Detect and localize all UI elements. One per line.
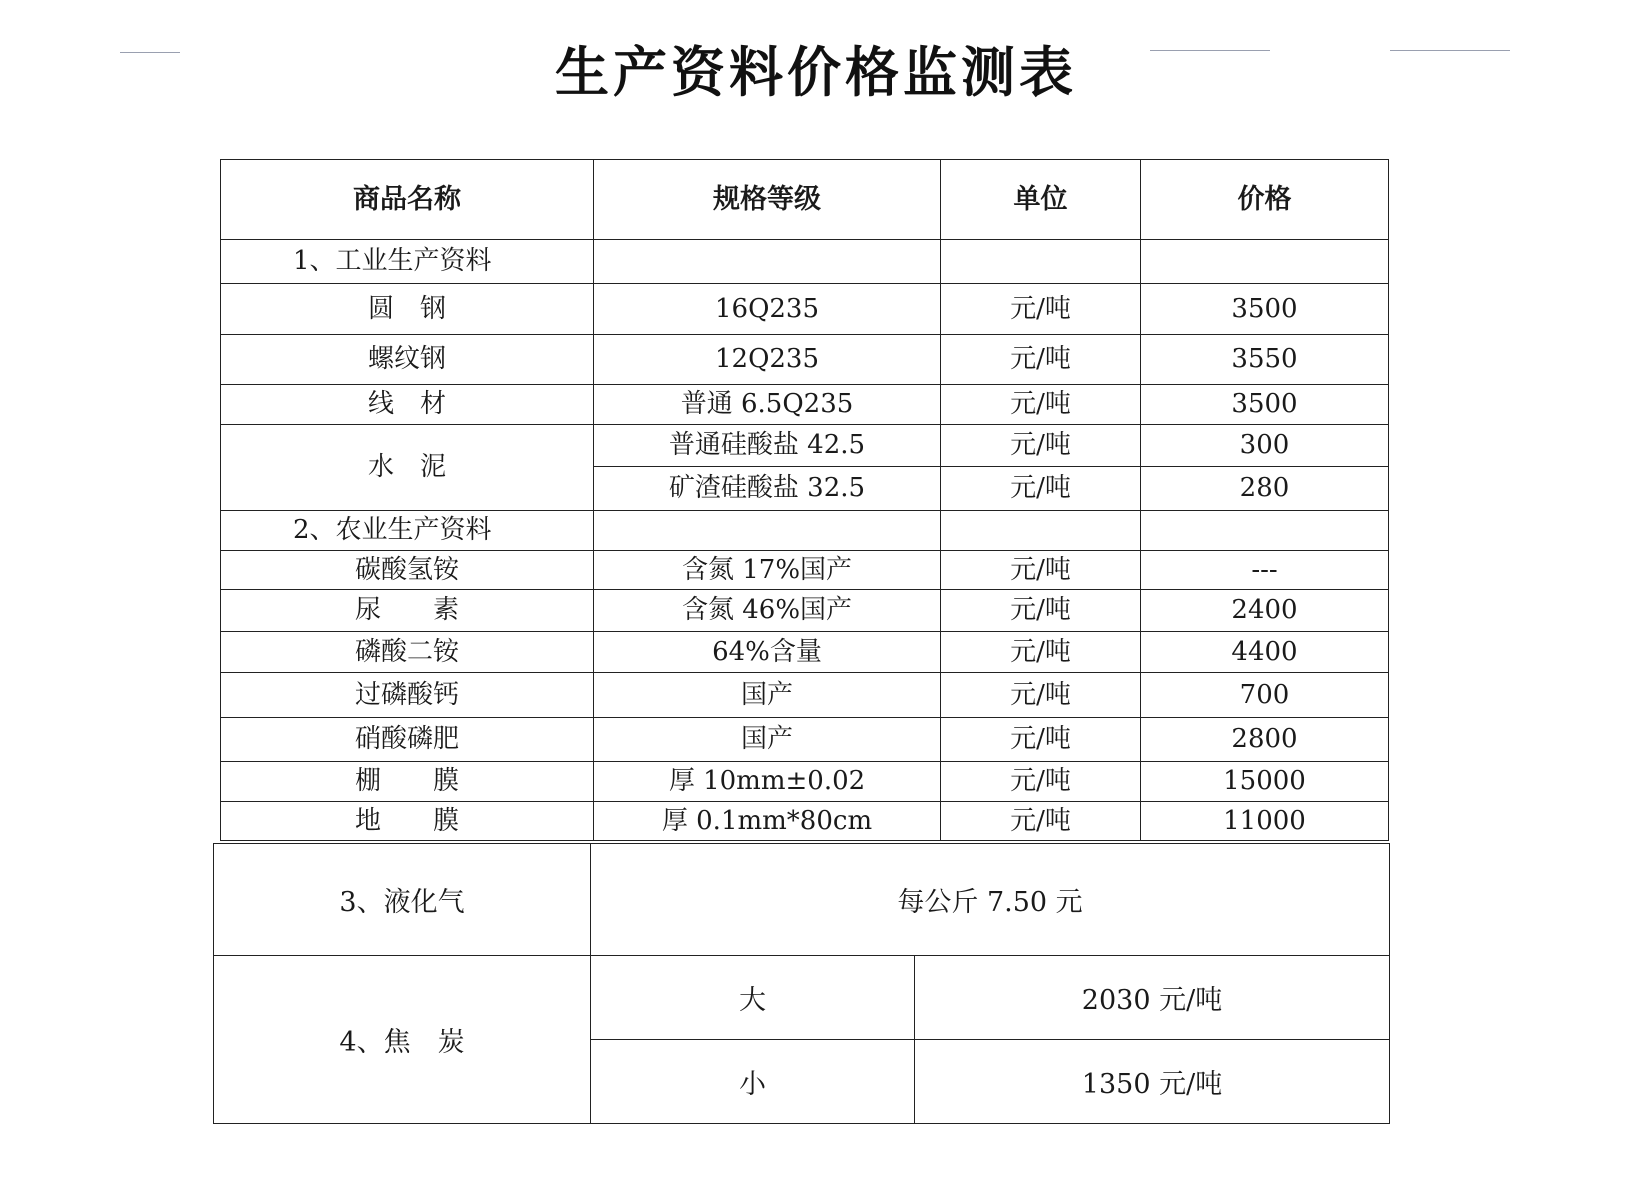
item-name: 硝酸磷肥 [221, 718, 594, 762]
item-price: 3500 [1141, 385, 1389, 425]
table-row [221, 335, 1389, 385]
item-spec: 16Q235 [594, 284, 941, 335]
item-name: 螺纹钢 [221, 335, 594, 385]
item-name: 棚 膜 [221, 762, 594, 802]
item-price: 3550 [1141, 335, 1389, 385]
item-unit: 元/吨 [941, 718, 1141, 762]
item-name: 过磷酸钙 [221, 673, 594, 718]
lpg-label: 3、液化气 [214, 844, 591, 956]
item-spec: 普通硅酸盐 42.5 [594, 425, 941, 467]
item-name-cement: 水 泥 [221, 425, 594, 511]
table-row [221, 718, 1389, 762]
table-row [221, 673, 1389, 718]
item-price: 280 [1141, 467, 1389, 511]
header-spec: 规格等级 [594, 160, 941, 240]
table-row [221, 425, 1389, 467]
header-name: 商品名称 [221, 160, 594, 240]
section-label-agricultural: 2、农业生产资料 [221, 511, 594, 551]
empty-cell [1141, 511, 1389, 551]
section-row-industrial [221, 240, 1389, 284]
item-spec: 厚 10mm±0.02 [594, 762, 941, 802]
empty-cell [594, 240, 941, 284]
item-unit: 元/吨 [941, 467, 1141, 511]
item-spec: 普通 6.5Q235 [594, 385, 941, 425]
table-row [221, 590, 1389, 632]
section-row-agricultural [221, 511, 1389, 551]
item-unit: 元/吨 [941, 385, 1141, 425]
table-row [221, 802, 1389, 841]
item-unit: 元/吨 [941, 551, 1141, 590]
item-price: 15000 [1141, 762, 1389, 802]
table-row [221, 385, 1389, 425]
item-spec: 含氮 46%国产 [594, 590, 941, 632]
item-unit: 元/吨 [941, 762, 1141, 802]
item-price: 3500 [1141, 284, 1389, 335]
header-price: 价格 [1141, 160, 1389, 240]
price-table [220, 159, 1389, 841]
item-spec: 国产 [594, 673, 941, 718]
item-spec: 含氮 17%国产 [594, 551, 941, 590]
item-name: 线 材 [221, 385, 594, 425]
item-spec: 矿渣硅酸盐 32.5 [594, 467, 941, 511]
item-spec: 12Q235 [594, 335, 941, 385]
item-name: 磷酸二铵 [221, 632, 594, 673]
table-row [221, 632, 1389, 673]
item-price: 11000 [1141, 802, 1389, 841]
section-label-industrial: 1、工业生产资料 [221, 240, 594, 284]
item-name: 碳酸氢铵 [221, 551, 594, 590]
empty-cell [941, 240, 1141, 284]
item-unit: 元/吨 [941, 590, 1141, 632]
item-price: 2400 [1141, 590, 1389, 632]
item-price: 300 [1141, 425, 1389, 467]
item-unit: 元/吨 [941, 335, 1141, 385]
page-title: 生产资料价格监测表 [555, 41, 1077, 104]
item-price: 700 [1141, 673, 1389, 718]
item-unit: 元/吨 [941, 632, 1141, 673]
table-header-row [221, 160, 1389, 240]
empty-cell [941, 511, 1141, 551]
lpg-coke-table [213, 843, 1390, 1124]
coke-label: 4、焦 炭 [214, 956, 591, 1124]
item-spec: 厚 0.1mm*80cm [594, 802, 941, 841]
empty-cell [594, 511, 941, 551]
lpg-price: 每公斤 7.50 元 [591, 844, 1390, 956]
item-price: 4400 [1141, 632, 1389, 673]
coke-size: 大 [591, 956, 915, 1040]
item-unit: 元/吨 [941, 802, 1141, 841]
item-unit: 元/吨 [941, 673, 1141, 718]
item-name: 地 膜 [221, 802, 594, 841]
item-price: --- [1141, 551, 1389, 590]
empty-cell [1141, 240, 1389, 284]
item-unit: 元/吨 [941, 425, 1141, 467]
item-name: 圆 钢 [221, 284, 594, 335]
item-name: 尿 素 [221, 590, 594, 632]
item-spec: 国产 [594, 718, 941, 762]
coke-size: 小 [591, 1040, 915, 1124]
coke-price: 1350 元/吨 [915, 1040, 1390, 1124]
item-unit: 元/吨 [941, 284, 1141, 335]
table-row-coke [214, 956, 1390, 1040]
table-row [221, 762, 1389, 802]
table-row [221, 284, 1389, 335]
table-row-lpg [214, 844, 1390, 956]
item-spec: 64%含量 [594, 632, 941, 673]
coke-price: 2030 元/吨 [915, 956, 1390, 1040]
header-unit: 单位 [941, 160, 1141, 240]
table-row [221, 551, 1389, 590]
item-price: 2800 [1141, 718, 1389, 762]
